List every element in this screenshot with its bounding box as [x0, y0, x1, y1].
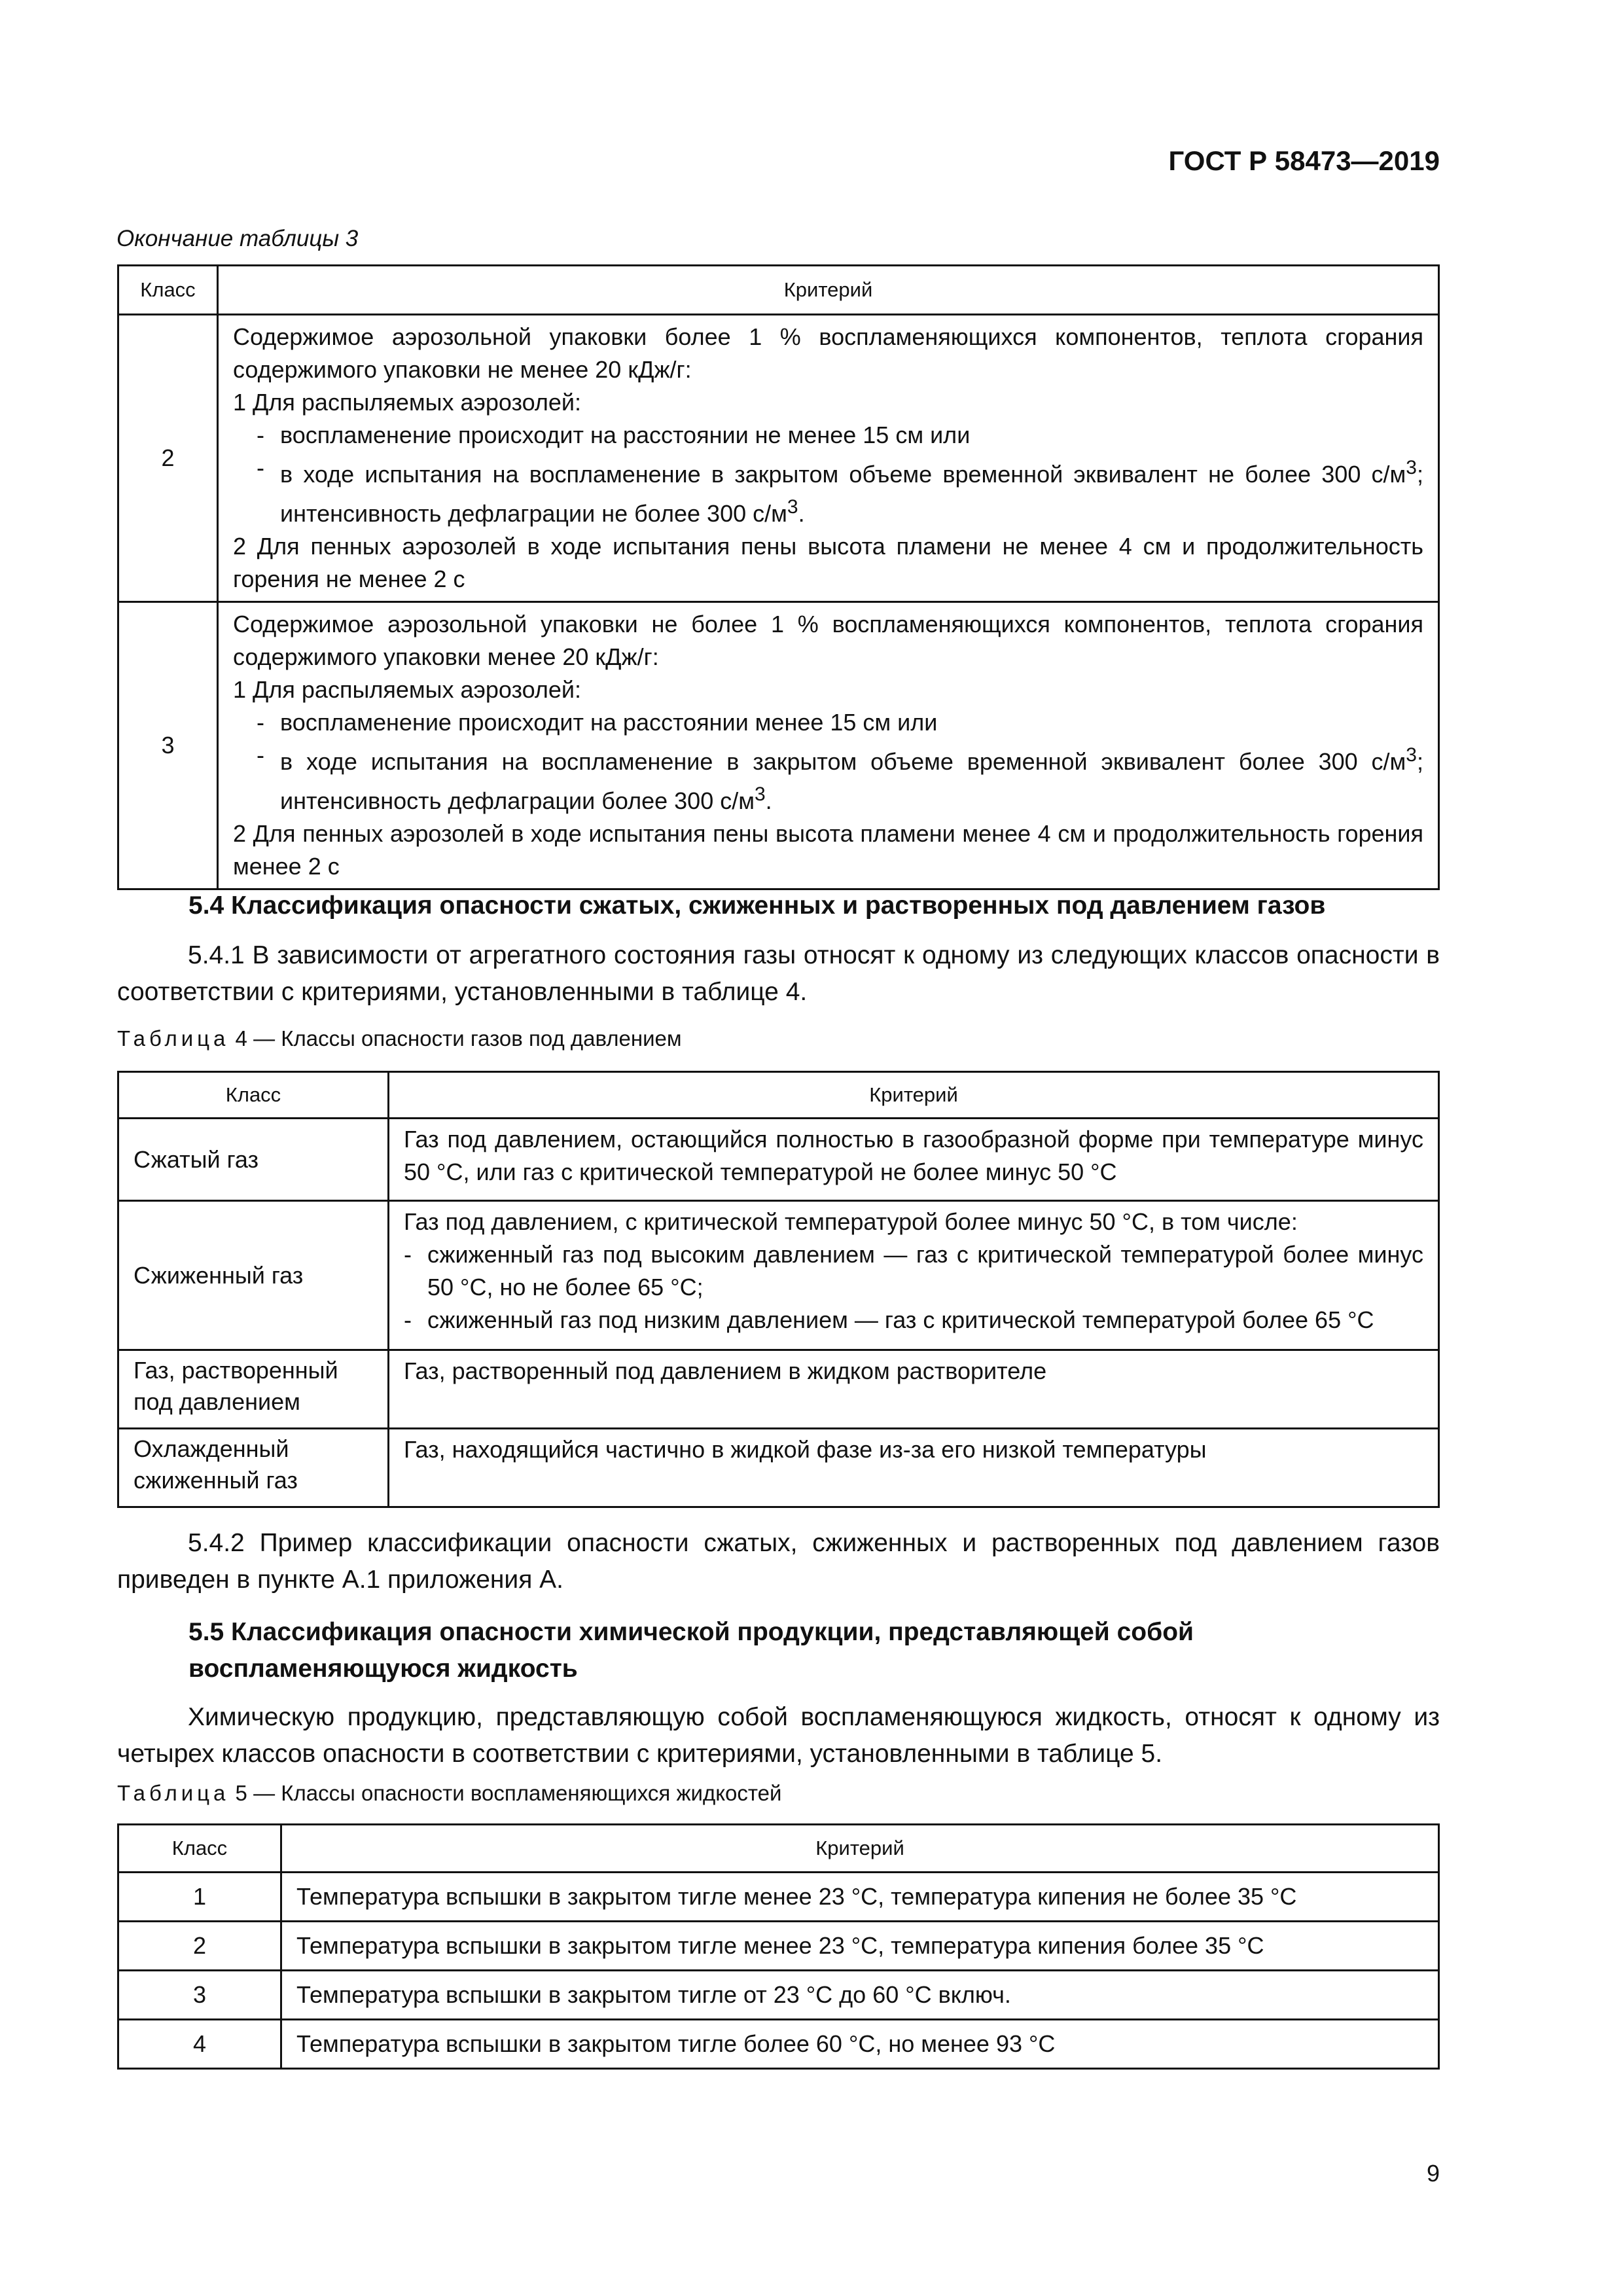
criterion-cell — [218, 315, 1439, 602]
criterion-subitem: 2 Для пенных аэрозолей в ходе испытания пены высота пламени менее 4 см и продолжительность горения менее 2 с — [233, 820, 1423, 880]
table-row — [118, 1922, 1439, 1971]
section-5-4-2-paragraph: 5.4.2 Пример классификации опасности сжатых, сжиженных и растворенных под давлением газов приведен в пункте А.1 приложения А. — [117, 1529, 1440, 1594]
criterion-cell: Температура вспышки в закрытом тигле менее 23 °С, температура кипения не более 35 °С — [281, 1873, 1439, 1922]
caption-title: 5 — Классы опасности воспламеняющихся жидкостей — [229, 1781, 782, 1805]
criterion-cell: Газ, растворенный под давлением в жидком растворителе — [389, 1350, 1439, 1429]
superscript: 3 — [754, 783, 766, 805]
dash-mark: - — [404, 1306, 412, 1333]
superscript: 3 — [787, 496, 798, 518]
table-5-caption — [117, 1781, 781, 1806]
dash-mark: - — [257, 422, 264, 448]
bullet-text-part: в ходе испытания на воспламенение в закрытом объеме временной эквивалент не более 300 с/м — [280, 461, 1406, 488]
table-row — [118, 1350, 1439, 1429]
class-cell: 4 — [118, 2020, 281, 2069]
criterion-cell: Газ, находящийся частично в жидкой фазе из-за его низкой температуры — [389, 1429, 1439, 1507]
criterion-cell — [218, 602, 1439, 889]
section-5-4-1-paragraph: 5.4.1 В зависимости от агрегатного состояния газы относят к одному из следующих классов опасности в соответствии с критериями, установленными в таблице 4. — [117, 941, 1440, 1006]
bullet-text-part: ; интенсивность дефлаграции не более 300 с/м — [280, 461, 1423, 527]
class-cell: Газ, растворенный под давлением — [118, 1350, 389, 1429]
dash-mark: - — [257, 742, 264, 768]
criterion-subitem: 1 Для распыляемых аэрозолей: — [233, 676, 581, 703]
table-row — [118, 1429, 1439, 1507]
column-header-criterion: Критерий — [281, 1825, 1439, 1873]
class-cell: 2 — [118, 315, 218, 602]
table3-continuation-label: Окончание таблицы 3 — [116, 226, 359, 251]
dash-mark: - — [257, 709, 264, 736]
criterion-intro: Газ под давлением, с критической температурой более минус 50 °С, в том числе: — [404, 1208, 1298, 1235]
table-row — [118, 1201, 1439, 1350]
table-row — [118, 602, 1439, 889]
dash-mark: - — [257, 454, 264, 481]
bullet-text-part: ; интенсивность дефлаграции более 300 с/м — [280, 748, 1423, 814]
criterion-cell: Температура вспышки в закрытом тигле от 23 °С до 60 °С включ. — [281, 1971, 1439, 2020]
column-header-class: Класс — [118, 266, 218, 315]
criterion-bullet — [257, 452, 1423, 530]
page-number: 9 — [1426, 2160, 1440, 2187]
bullet-text — [280, 739, 1423, 817]
caption-word: Таблица — [117, 1026, 230, 1050]
bullet-text: воспламенение происходит на расстоянии не менее 15 см или — [280, 422, 971, 448]
criterion-bullet — [257, 419, 1423, 452]
criterion-subitem: 2 Для пенных аэрозолей в ходе испытания пены высота пламени не менее 4 см и продолжительность горения не менее 2 с — [233, 533, 1423, 592]
bullet-text — [280, 452, 1423, 530]
superscript: 3 — [1406, 744, 1417, 766]
heading-line: воспламеняющуюся жидкость — [188, 1655, 578, 1683]
column-header-class: Класс — [118, 1072, 389, 1119]
section-5-4-heading: 5.4 Классификация опасности сжатых, сжиженных и растворенных под давлением газов — [188, 891, 1326, 920]
criterion-intro: Содержимое аэрозольной упаковки более 1 % воспламеняющихся компонентов, теплота сгорания содержимого упаковки не менее 20 кДж/г: — [233, 323, 1423, 383]
criterion-bullet — [404, 1304, 1423, 1336]
table-row — [118, 315, 1439, 602]
class-cell: 3 — [118, 602, 218, 889]
criterion-cell — [389, 1201, 1439, 1350]
caption-word: Таблица — [117, 1781, 230, 1805]
section-5-5-paragraph: Химическую продукцию, представляющую собой воспламеняющуюся жидкость, относят к одному из четырех классов опасности в соответствии с критериями, установленными в таблице 5. — [117, 1703, 1440, 1768]
table-row — [118, 1971, 1439, 2020]
column-header-class: Класс — [118, 1825, 281, 1873]
bullet-text-part: . — [798, 500, 805, 527]
heading-line: 5.5 Классификация опасности химической продукции, представляющей собой — [188, 1618, 1194, 1646]
bullet-text: сжиженный газ под высоким давлением — газ с критической температурой более минус 50 °С, но не более 65 °С; — [427, 1241, 1423, 1300]
class-cell: Сжатый газ — [118, 1119, 389, 1201]
table-4 — [117, 1071, 1440, 1508]
table-row — [118, 1873, 1439, 1922]
criterion-bullet — [257, 706, 1423, 739]
table-header-row — [118, 1825, 1439, 1873]
bullet-text-part: . — [765, 787, 772, 814]
table-3 — [117, 264, 1440, 890]
criterion-cell: Температура вспышки в закрытом тигле более 60 °С, но менее 93 °С — [281, 2020, 1439, 2069]
criterion-cell: Газ под давлением, остающийся полностью в газообразной форме при температуре минус 50 °С, или газ с критической температурой не более минус 50 °С — [389, 1119, 1439, 1201]
class-cell: Сжиженный газ — [118, 1201, 389, 1350]
class-cell: 3 — [118, 1971, 281, 2020]
column-header-criterion: Критерий — [389, 1072, 1439, 1119]
criterion-subitem: 1 Для распыляемых аэрозолей: — [233, 389, 581, 416]
table-row — [118, 2020, 1439, 2069]
criterion-intro: Содержимое аэрозольной упаковки не более 1 % воспламеняющихся компонентов, теплота сгорания содержимого упаковки менее 20 кДж/г: — [233, 611, 1423, 670]
bullet-text-part: в ходе испытания на воспламенение в закрытом объеме временной эквивалент более 300 с/м — [280, 748, 1406, 775]
table-row — [118, 1119, 1439, 1201]
table-header-row — [118, 1072, 1439, 1119]
superscript: 3 — [1406, 457, 1417, 478]
table-header-row — [118, 266, 1439, 315]
caption-title: 4 — Классы опасности газов под давлением — [229, 1026, 682, 1050]
column-header-criterion: Критерий — [218, 266, 1439, 315]
table-4-caption — [117, 1026, 682, 1051]
bullet-text: воспламенение происходит на расстоянии менее 15 см или — [280, 709, 938, 736]
document-code: ГОСТ Р 58473—2019 — [1168, 145, 1440, 176]
dash-mark: - — [404, 1241, 412, 1268]
bullet-text: сжиженный газ под низким давлением — газ с критической температурой более 65 °С — [427, 1306, 1374, 1333]
criterion-bullet — [404, 1238, 1423, 1304]
section-5-5-heading — [188, 1614, 1440, 1687]
criterion-bullet — [257, 739, 1423, 817]
class-cell: 1 — [118, 1873, 281, 1922]
table-5 — [117, 1823, 1440, 2070]
class-cell: Охлажденный сжиженный газ — [118, 1429, 389, 1507]
class-cell: 2 — [118, 1922, 281, 1971]
criterion-cell: Температура вспышки в закрытом тигле менее 23 °С, температура кипения более 35 °С — [281, 1922, 1439, 1971]
